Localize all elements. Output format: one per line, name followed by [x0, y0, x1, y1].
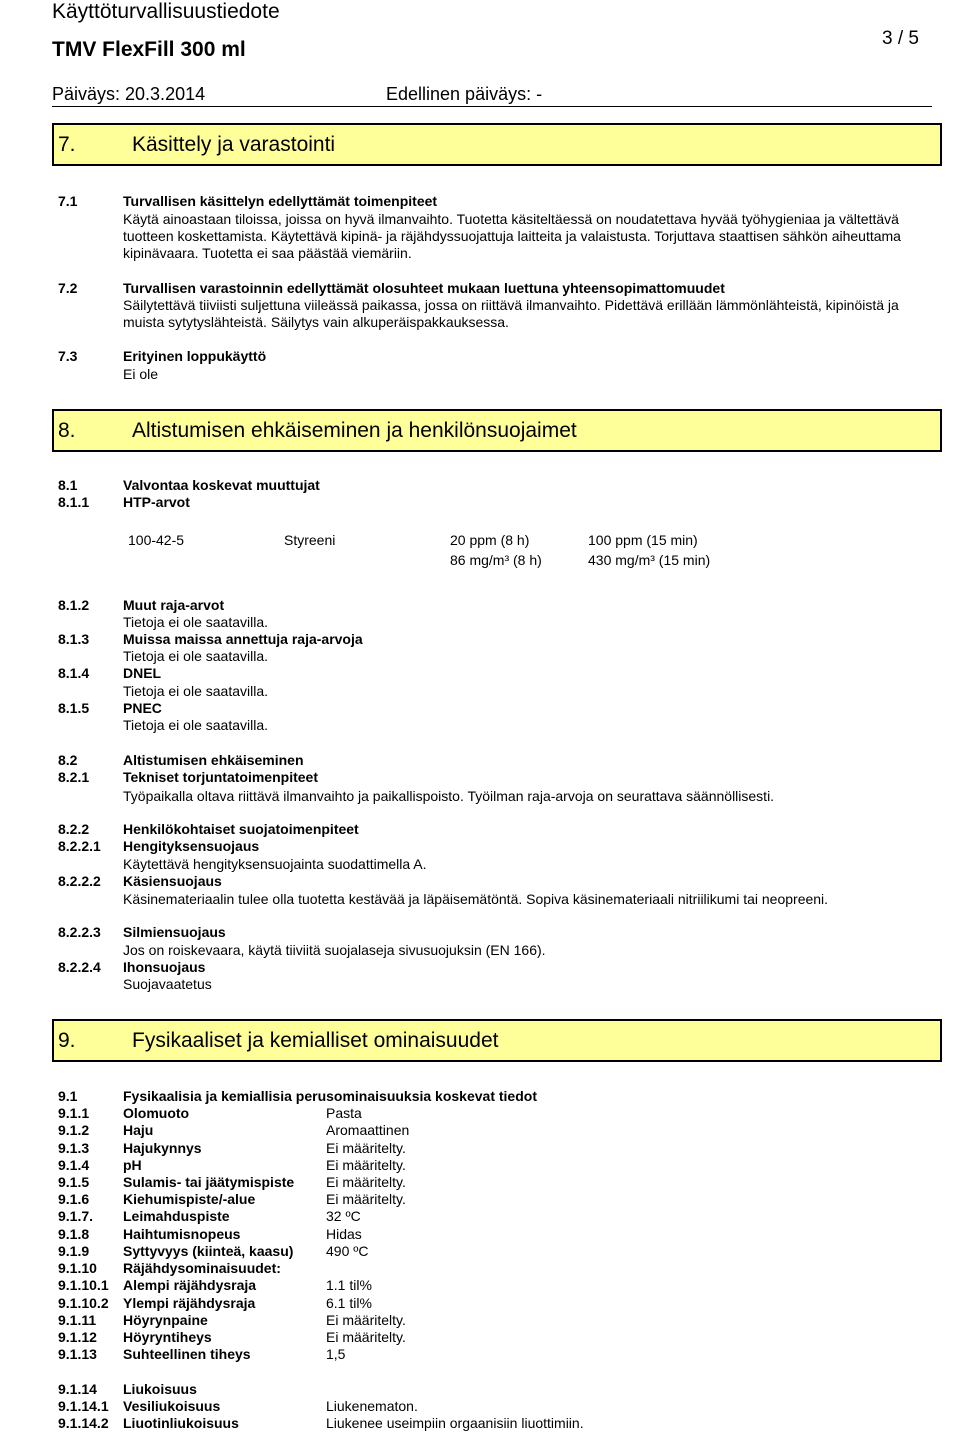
property-name: Sulamis- tai jäätymispiste — [123, 1174, 295, 1190]
document-title: Käyttöturvallisuustiedote — [52, 0, 280, 23]
property-number: 9.1.10.2 — [58, 1295, 109, 1311]
property-value: Ei määritelty. — [326, 1157, 406, 1173]
revision-date: Päiväys: 20.3.2014 — [52, 84, 206, 104]
property-value: Ei määritelty. — [326, 1174, 406, 1190]
htp-mg-8h: 86 mg/m³ (8 h) — [450, 552, 542, 568]
property-number: 9.1.8 — [58, 1226, 90, 1242]
property-name: Ylempi räjähdysraja — [123, 1295, 256, 1311]
subsection-number: 7.3 — [58, 348, 78, 364]
page-number: 3 / 5 — [882, 28, 919, 49]
subsection-number: 8.2.2.1 — [58, 838, 101, 854]
property-name: Leimahduspiste — [123, 1208, 230, 1224]
subsection-heading: PNEC — [123, 700, 162, 716]
htp-substance: Styreeni — [284, 532, 336, 548]
paragraph-line: Tietoja ei ole saatavilla. — [123, 648, 269, 664]
property-name: Räjähdysominaisuudet: — [123, 1260, 281, 1276]
paragraph-line: Käsinemateriaalin tulee olla tuotetta kestävää ja läpäisemätöntä. Sopiva käsinemateriaali nitriilikumi tai neopreeni. — [123, 891, 829, 907]
paragraph-line: Tietoja ei ole saatavilla. — [123, 683, 269, 699]
property-number: 9.1.5 — [58, 1174, 90, 1190]
property-value: Aromaattinen — [326, 1122, 410, 1138]
property-number: 9.1.9 — [58, 1243, 90, 1259]
subsection-heading: Turvallisen varastoinnin edellyttämät olosuhteet mukaan luettuna yhteensopimattomuudet — [123, 280, 725, 296]
subsection-number: 8.2.1 — [58, 769, 90, 785]
property-number: 9.1.10.1 — [58, 1277, 109, 1293]
subsection-number: 8.2.2.4 — [58, 959, 101, 975]
property-number: 9.1.4 — [58, 1157, 90, 1173]
property-value: Ei määritelty. — [326, 1191, 406, 1207]
paragraph-line: Ei ole — [123, 366, 159, 382]
subsection-heading: Tekniset torjuntatoimenpiteet — [123, 769, 318, 785]
property-number: 9.1.2 — [58, 1122, 90, 1138]
htp-mg-15min: 430 mg/m³ (15 min) — [588, 552, 711, 568]
subsection-heading: HTP-arvot — [123, 494, 190, 510]
htp-ppm-8h: 20 ppm (8 h) — [450, 532, 530, 548]
paragraph-line: Tietoja ei ole saatavilla. — [123, 717, 269, 733]
previous-date: Edellinen päiväys: - — [386, 84, 543, 104]
property-value: 32 ºC — [326, 1208, 361, 1224]
property-name: Olomuoto — [123, 1105, 190, 1121]
header-divider — [52, 106, 932, 107]
subsection-heading: Altistumisen ehkäiseminen — [123, 752, 304, 768]
subsection-number: 9.1 — [58, 1088, 78, 1104]
section-7-header — [52, 123, 942, 166]
property-number: 9.1.6 — [58, 1191, 90, 1207]
subsection-number: 7.1 — [58, 193, 78, 209]
section-number: 7. — [58, 133, 76, 156]
property-number: 9.1.14.2 — [58, 1415, 109, 1431]
property-value: Hidas — [326, 1226, 362, 1242]
htp-ppm-15min: 100 ppm (15 min) — [588, 532, 698, 548]
property-value: 1.1 til% — [326, 1277, 372, 1293]
property-name: Haju — [123, 1122, 154, 1138]
property-name: Höyryntiheys — [123, 1329, 212, 1345]
htp-cas-number: 100-42-5 — [128, 532, 185, 548]
subsection-heading: Silmiensuojaus — [123, 924, 226, 940]
paragraph-line: muista sytytyslähteistä. Säilytys vain alkuperäispakkauksessa. — [123, 314, 509, 330]
paragraph-line: Suojavaatetus — [123, 976, 212, 992]
paragraph-line: kipinävaara. Tuotetta ei saa päästää viemäriin. — [123, 245, 412, 261]
property-name: Alempi räjähdysraja — [123, 1277, 257, 1293]
property-name: Haihtumisnopeus — [123, 1226, 241, 1242]
property-number: 9.1.14.1 — [58, 1398, 109, 1414]
subsection-number: 8.2 — [58, 752, 78, 768]
paragraph-line: Käytä ainoastaan tiloissa, joissa on hyvä ilmanvaihto. Tuotetta käsiteltäessä on noudatettava hyvää työhygieniaa ja vältettävä — [123, 211, 899, 227]
property-value: 1,5 — [326, 1346, 346, 1362]
subsection-heading: Erityinen loppukäyttö — [123, 348, 267, 364]
property-value: Ei määritelty. — [326, 1329, 406, 1345]
property-number: 9.1.10 — [58, 1260, 97, 1276]
subsection-heading: Fysikaalisia ja kemiallisia perusominaisuuksia koskevat tiedot — [123, 1088, 537, 1104]
property-value: Liukenee useimpiin orgaanisiin liuottimiin. — [326, 1415, 584, 1431]
product-name: TMV FlexFill 300 ml — [52, 38, 246, 61]
subsection-heading: Käsiensuojaus — [123, 873, 222, 889]
property-number: 9.1.7. — [58, 1208, 94, 1224]
subsection-heading: Muut raja-arvot — [123, 597, 225, 613]
property-name: Liuotinliukoisuus — [123, 1415, 239, 1431]
section-8-header — [52, 409, 942, 452]
section-number: 8. — [58, 419, 76, 442]
paragraph-line: Tietoja ei ole saatavilla. — [123, 614, 269, 630]
paragraph-line: Säilytettävä tiiviisti suljettuna viileässä paikassa, jossa on riittävä ilmanvaihto. Pidettävä erillään lämmönlähteistä, kipinöistä ja — [123, 297, 899, 313]
paragraph-line: Käytettävä hengityksensuojainta suodattimella A. — [123, 856, 427, 872]
property-number: 9.1.1 — [58, 1105, 90, 1121]
property-value: Ei määritelty. — [326, 1312, 406, 1328]
property-name: pH — [123, 1157, 142, 1173]
property-number: 9.1.13 — [58, 1346, 97, 1362]
subsection-heading: Valvontaa koskevat muuttujat — [123, 477, 320, 493]
subsection-heading: Ihonsuojaus — [123, 959, 206, 975]
property-number: 9.1.12 — [58, 1329, 97, 1345]
subsection-number: 8.1.1 — [58, 494, 90, 510]
subsection-heading: DNEL — [123, 665, 162, 681]
paragraph-line: Jos on roiskevaara, käytä tiiviitä suojalaseja sivusuojuksin (EN 166). — [123, 942, 546, 958]
property-name: Liukoisuus — [123, 1381, 197, 1397]
property-name: Kiehumispiste/-alue — [123, 1191, 256, 1207]
property-number: 9.1.14 — [58, 1381, 97, 1397]
property-name: Syttyvyys (kiinteä, kaasu) — [123, 1243, 294, 1259]
subsection-heading: Turvallisen käsittelyn edellyttämät toimenpiteet — [123, 193, 438, 209]
property-value: 490 ºC — [326, 1243, 369, 1259]
subsection-number: 8.1.2 — [58, 597, 90, 613]
section-title: Altistumisen ehkäiseminen ja henkilönsuojaimet — [132, 419, 577, 442]
property-number: 9.1.3 — [58, 1140, 90, 1156]
subsection-number: 8.2.2.2 — [58, 873, 101, 889]
property-number: 9.1.11 — [58, 1312, 97, 1328]
property-name: Höyrynpaine — [123, 1312, 208, 1328]
property-name: Hajukynnys — [123, 1140, 202, 1156]
subsection-number: 8.2.2.3 — [58, 924, 101, 940]
paragraph-line: tuotteen koskettamista. Käytettävä kipinä- ja räjähdyssuojattuja laitteita ja valaistusta. Torjuttava staattisen sähkön aiheuttama — [123, 228, 901, 244]
subsection-number: 8.1.4 — [58, 665, 90, 681]
property-value: Liukenematon. — [326, 1398, 418, 1414]
section-title: Käsittely ja varastointi — [132, 133, 336, 156]
section-number: 9. — [58, 1029, 76, 1052]
subsection-number: 8.1.3 — [58, 631, 90, 647]
subsection-heading: Hengityksensuojaus — [123, 838, 260, 854]
subsection-heading: Muissa maissa annettuja raja-arvoja — [123, 631, 363, 647]
paragraph-line: Työpaikalla oltava riittävä ilmanvaihto ja paikallispoisto. Työilman raja-arvoja on seurattava säännöllisesti. — [123, 788, 775, 804]
subsection-number: 7.2 — [58, 280, 78, 296]
property-value: Ei määritelty. — [326, 1140, 406, 1156]
section-title: Fysikaaliset ja kemialliset ominaisuudet — [132, 1029, 499, 1052]
property-name: Vesiliukoisuus — [123, 1398, 221, 1414]
subsection-number: 8.1 — [58, 477, 78, 493]
subsection-number: 8.1.5 — [58, 700, 90, 716]
subsection-number: 8.2.2 — [58, 821, 90, 837]
section-9-header — [52, 1019, 942, 1062]
property-value: 6.1 til% — [326, 1295, 372, 1311]
subsection-heading: Henkilökohtaiset suojatoimenpiteet — [123, 821, 359, 837]
property-value: Pasta — [326, 1105, 362, 1121]
property-name: Suhteellinen tiheys — [123, 1346, 251, 1362]
